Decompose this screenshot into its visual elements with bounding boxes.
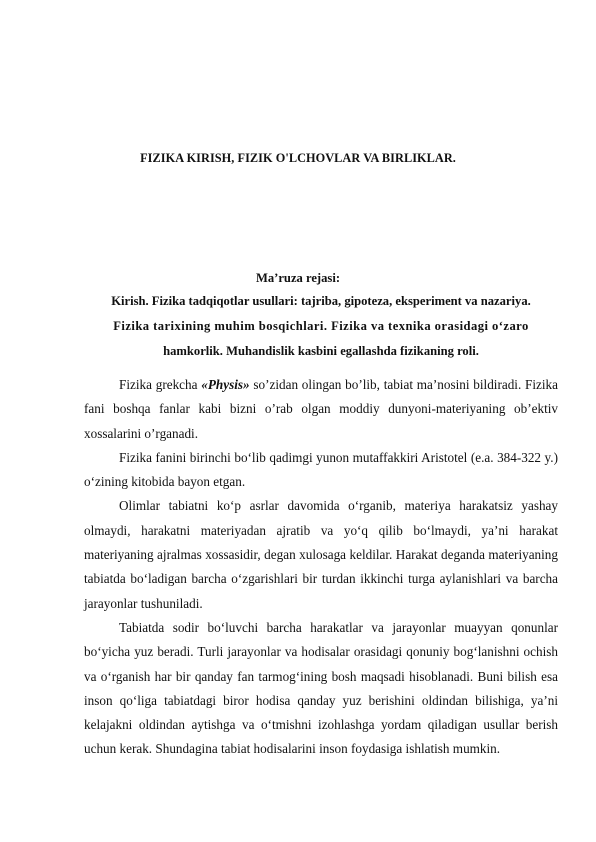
- lecture-plan-line-2: Fizika tarixining muhim bosqichlari. Fizika va texnika orasidagi o‘zaro: [113, 319, 529, 333]
- lecture-plan-line-3: hamkorlik. Muhandislik kasbini egallashda fizikaning roli.: [163, 344, 479, 358]
- lecture-body: [84, 373, 558, 762]
- physis-term: «Physis»: [201, 377, 250, 392]
- page-title: FIZIKA KIRISH, FIZIK O'LCHOVLAR VA BIRLIKLAR.: [140, 151, 456, 165]
- lecture-plan-heading: Ma’ruza rejasi:: [255, 271, 341, 285]
- paragraph-2: Fizika fanini birinchi bo‘lib qadimgi yunon mutaffakkiri Aristotel (e.a. 384-322 y.) o‘zining kitobida bayon etgan.: [84, 449, 558, 490]
- paragraph-1-intro: Fizika grekcha: [119, 377, 202, 392]
- paragraph-4: Tabiatda sodir bo‘luvchi barcha harakatlar va jarayonlar muayyan qonunlar bo‘yicha yuz beradi. Turli jarayonlar va hodisalar orasidagi qonuniy bog‘lanishni ochish va o‘rganish har bir qanday fan tarmog‘ining bosh maqsadi hisoblanadi. Buni bilish esa inson qo‘liga tabiatdagi biror hodisa qanday yuz berishini oldindan bilishiga, ya’ni kelajakni oldindan aytishga va o‘tmishni izohlashga yordam qiladigan usullar berish uchun kerak. Shundagina tabiat hodisalarini inson foydasiga ishlatish mumkin.: [84, 619, 558, 757]
- paragraph-1-rest: so’zidan olingan bo’lib, tabiat ma’nosini bildiradi. Fizika fani boshqa fanlar kabi bizni o’rab olgan moddiy dunyoni-materiyaning ob’ektiv xossalarini o’rganadi.: [84, 377, 558, 441]
- lecture-plan-line-1: Kirish. Fizika tadqiqotlar usullari: tajriba, gipoteza, eksperiment va nazariya.: [111, 294, 531, 308]
- paragraph-3: Olimlar tabiatni ko‘p asrlar davomida o‘rganib, materiya harakatsiz yashay olmaydi, harakatni materiyadan ajratib va yo‘q qilib bo‘lmaydi, ya’ni harakat materiyaning ajralmas xossasidir, degan xulosaga keldilar. Harakat deganda materiyaning tabiatda bo‘ladigan barcha o‘zgarishlari bir turdan ikkinchi turga aylanishlari va barcha jarayonlar tushuniladi.: [84, 498, 558, 611]
- paragraph-1: [84, 373, 558, 446]
